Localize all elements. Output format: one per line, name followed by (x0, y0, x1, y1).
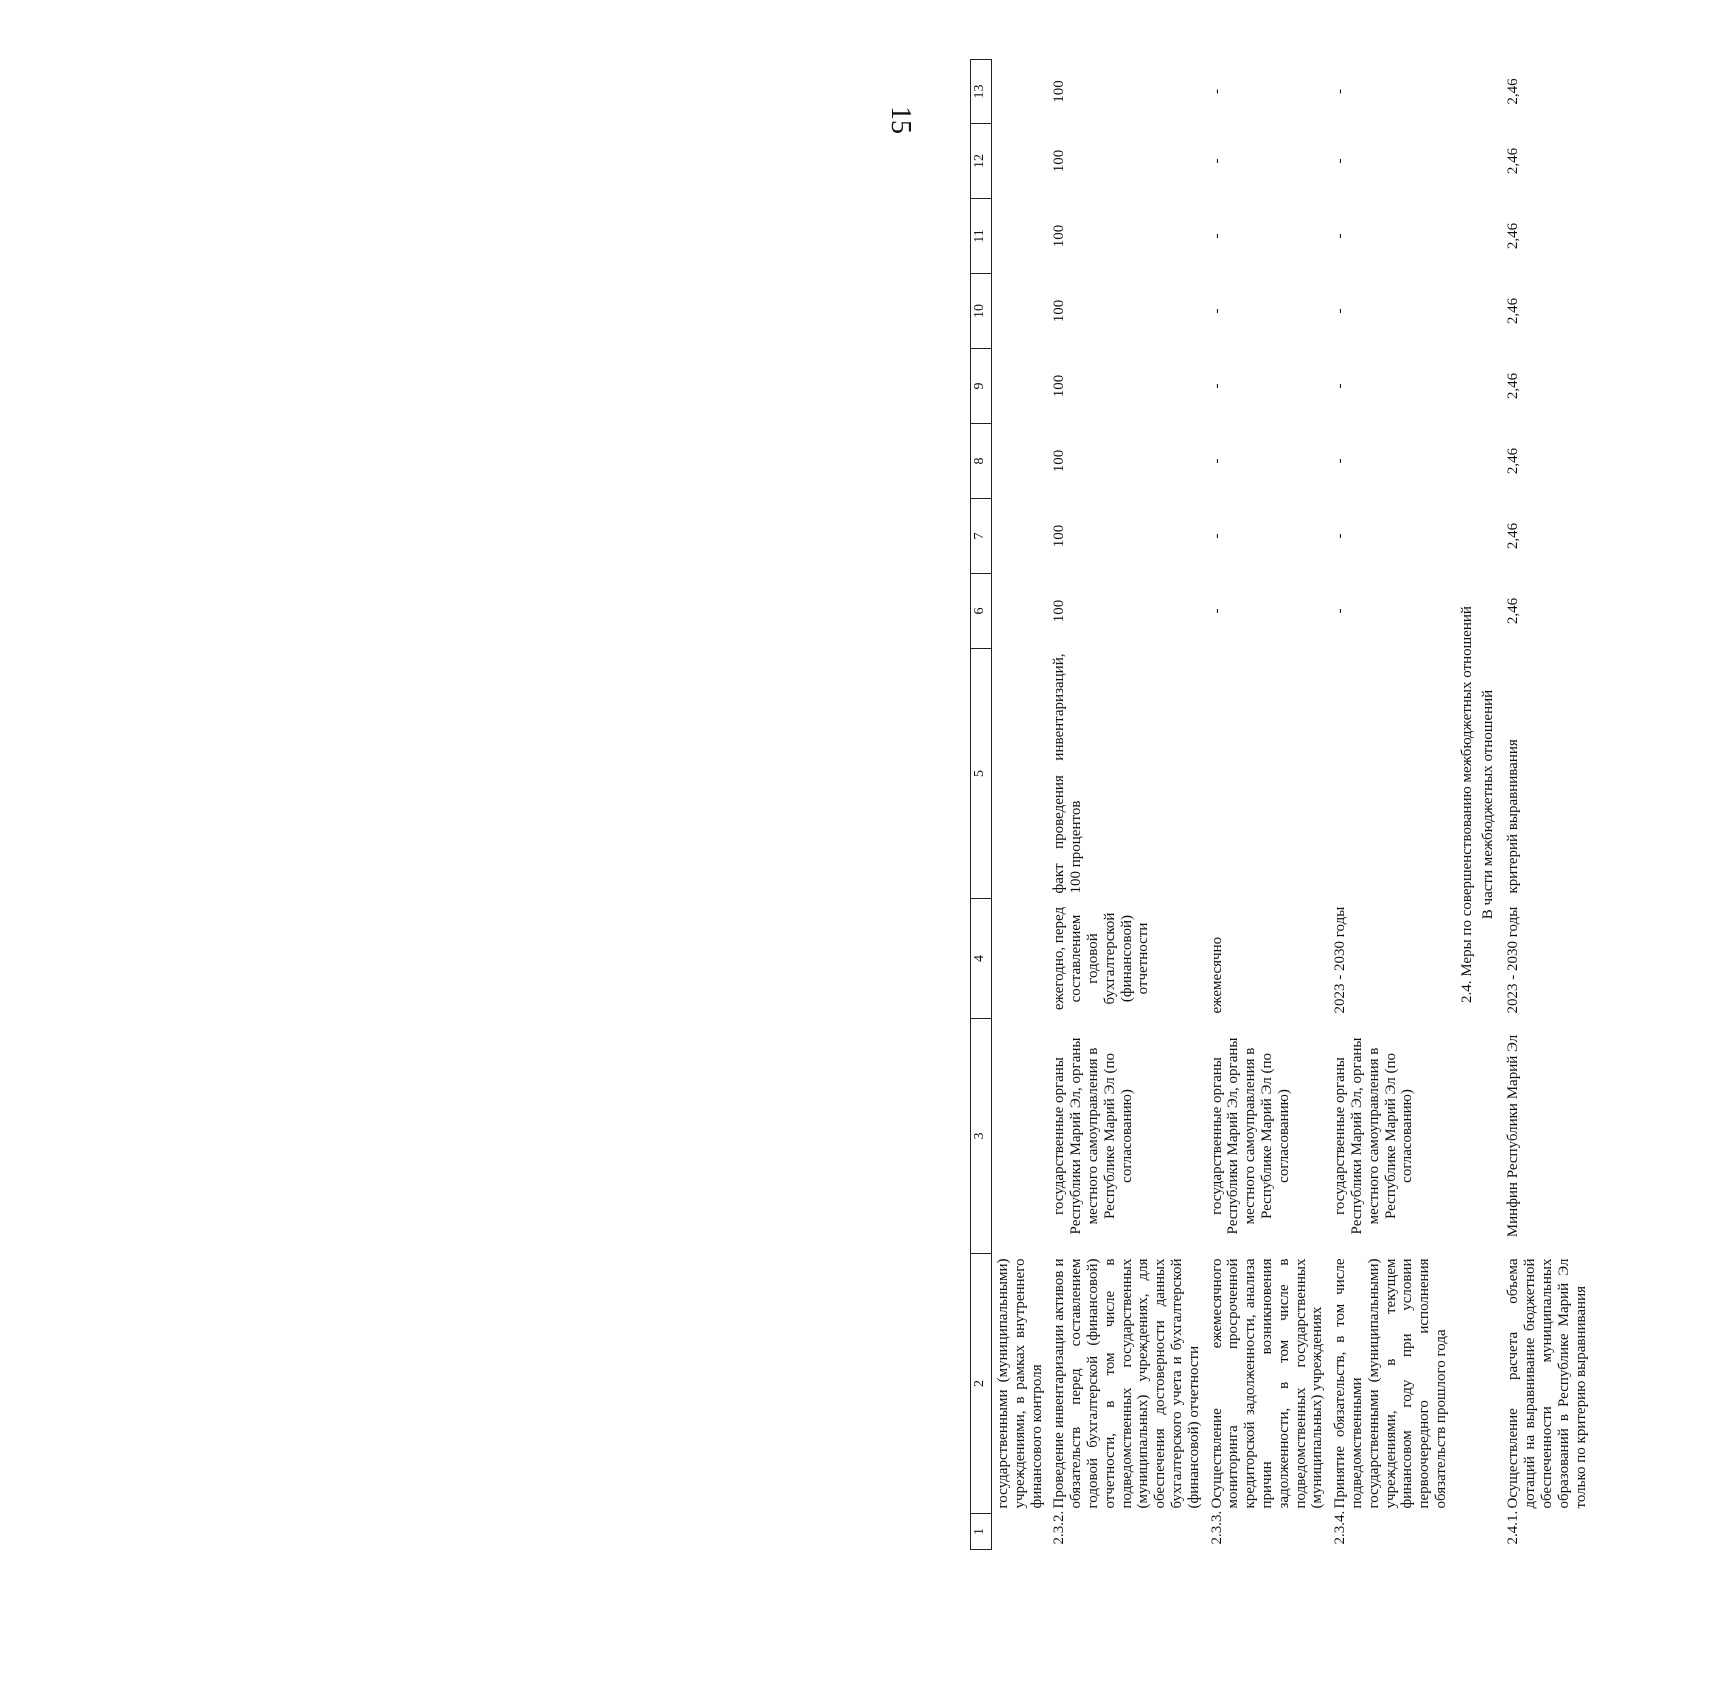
table-header-row (971, 60, 992, 1550)
row-value (992, 424, 1049, 499)
row-indicator: факт проведения инвентаризаций, 100 процентов (1051, 653, 1085, 894)
row-indicator (1329, 649, 1453, 899)
row-value (992, 199, 1049, 274)
row-value (992, 274, 1049, 349)
header-cell: 8 (971, 424, 992, 499)
row-id: 2.4.1. (1505, 1510, 1522, 1545)
row-id: 2.3.2. (1051, 1510, 1068, 1545)
row-responsible: государственные органы Республики Марий Эл, органы местного самоуправления в Республике Марий Эл (по согласованию) (1051, 1037, 1135, 1235)
header-cell: 12 (971, 124, 992, 199)
row-measure: Принятие обязательств, в том числе подведомственными государственными (муниципальными) учреждениями, в текущем финансовом году при условии первоочередного исполнения обязательств прошлого года (1332, 1258, 1449, 1509)
row-responsible: Минфин Республики Марий Эл (1505, 1034, 1522, 1238)
header-cell: 1 (971, 1514, 992, 1550)
row-period: ежегодно, перед составлением годовой бухгалтерской (финансовой) отчетности (1051, 906, 1152, 1011)
row-value: 100 (1051, 449, 1068, 473)
header-cell: 2 (971, 1254, 992, 1514)
row-value (992, 499, 1049, 574)
row-value: 100 (1051, 224, 1068, 248)
row-id: 2.3.4. (1332, 1510, 1349, 1545)
header-cell: 4 (971, 899, 992, 1019)
row-value: - (1332, 533, 1349, 539)
table-row (992, 60, 1049, 1550)
rotated-table-container (970, 60, 1730, 1550)
row-value: 100 (1051, 599, 1068, 623)
header-cell: 5 (971, 649, 992, 899)
row-indicator (1206, 649, 1330, 899)
row-value: - (1208, 383, 1225, 389)
row-value: - (1332, 458, 1349, 464)
row-responsible (992, 1019, 1049, 1254)
row-value (992, 60, 1049, 124)
row-value: 2,46 (1505, 297, 1522, 325)
row-value: 100 (1051, 149, 1068, 173)
header-cell: 3 (971, 1019, 992, 1254)
header-cell: 13 (971, 60, 992, 124)
page-number: 15 (885, 106, 916, 134)
row-period: 2023 - 2030 годы (1505, 906, 1522, 1014)
row-value: - (1332, 233, 1349, 239)
header-cell: 7 (971, 499, 992, 574)
row-id: 2.3.3. (1208, 1510, 1225, 1545)
row-value: - (1208, 233, 1225, 239)
row-value: - (1208, 533, 1225, 539)
row-value (992, 574, 1049, 649)
row-value: 2,46 (1505, 522, 1522, 550)
table-row (1048, 60, 1205, 1550)
row-value: 100 (1051, 80, 1068, 103)
measures-table (970, 59, 1592, 1550)
row-value: 100 (1051, 374, 1068, 398)
row-value: - (1208, 308, 1225, 314)
row-value (992, 349, 1049, 424)
header-cell: 9 (971, 349, 992, 424)
row-responsible: государственные органы Республики Марий Эл, органы местного самоуправления в Республике Марий Эл (по согласованию) (1208, 1037, 1292, 1235)
row-value: - (1208, 89, 1225, 94)
row-indicator (992, 649, 1049, 899)
row-measure: Осуществление ежемесячного мониторинга просроченной кредиторской задолженности, анализа причин возникновения задолженности, в том числе в подведомственных государственных (муниципальных) учреждениях (1208, 1258, 1326, 1509)
header-cell: 6 (971, 574, 992, 649)
row-indicator: критерий выравнивания (1505, 739, 1522, 894)
row-value: - (1208, 608, 1225, 614)
row-measure: Осуществление расчета объема дотаций на выравнивание бюджетной обеспеченности муниципальных образований в Республике Марий Эл только по критерию выравнивания (1505, 1258, 1589, 1509)
row-value: 2,46 (1505, 372, 1522, 400)
row-period: 2023 - 2030 годы (1332, 906, 1349, 1014)
row-measure: государственными (муниципальными) учреждениями, в рамках внутреннего финансового контроля (995, 1258, 1045, 1509)
row-id (992, 1514, 1049, 1550)
section-title: 2.4. Меры по совершенствованию межбюджетных отношений (1458, 606, 1475, 1003)
row-value: - (1208, 158, 1225, 164)
row-value: - (1332, 158, 1349, 164)
row-value (992, 124, 1049, 199)
header-cell: 10 (971, 274, 992, 349)
row-value: 100 (1051, 299, 1068, 323)
table-row (1329, 60, 1453, 1550)
row-period: ежемесячно (1208, 936, 1225, 1014)
row-value: 2,46 (1505, 147, 1522, 175)
row-measure: Проведение инвентаризации активов и обязательств перед составлением годовой бухгалтерской (финансовой) отчетности, в том числе в подведомственных государственных (муниципальных) учреждениях, для обеспечения достоверности данных бухгалтерского учета и бухгалтерской (финансовой) отчетности (1051, 1258, 1202, 1509)
table-row (1502, 60, 1592, 1550)
subsection-title: В части межбюджетных отношений (1479, 689, 1496, 920)
row-responsible: государственные органы Республики Марий Эл, органы местного самоуправления в Республике Марий Эл (по согласованию) (1332, 1037, 1416, 1235)
header-cell: 11 (971, 199, 992, 274)
row-value: 2,46 (1505, 447, 1522, 475)
row-value: - (1208, 458, 1225, 464)
row-value: - (1332, 608, 1349, 614)
row-period (992, 899, 1049, 1019)
row-value: 100 (1051, 524, 1068, 548)
row-value: 2,46 (1505, 78, 1522, 105)
row-value: - (1332, 383, 1349, 389)
row-value: 2,46 (1505, 597, 1522, 625)
subsection-heading-row (1478, 60, 1503, 1550)
section-heading-row (1453, 60, 1478, 1550)
row-value: - (1332, 89, 1349, 94)
row-value: 2,46 (1505, 222, 1522, 250)
row-value: - (1332, 308, 1349, 314)
table-row (1206, 60, 1330, 1550)
